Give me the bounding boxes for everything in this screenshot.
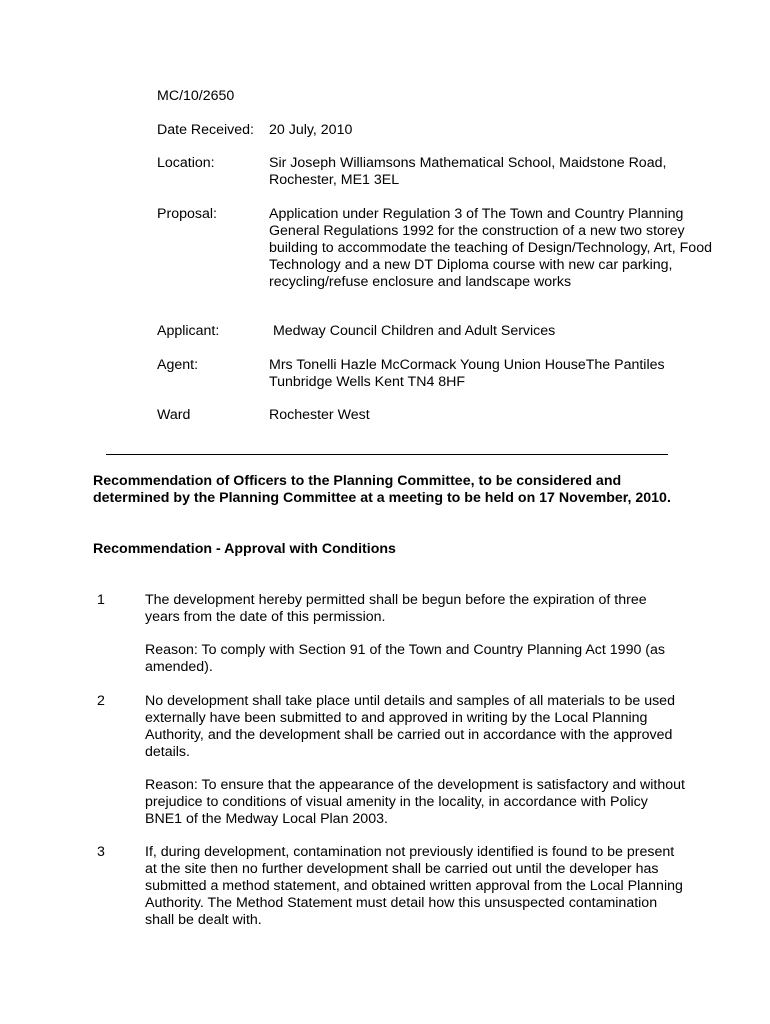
applicant-value: Medway Council Children and Adult Services <box>269 323 556 339</box>
date-received-value: 20 July, 2010 <box>269 122 353 138</box>
condition-number: 1 <box>97 592 105 608</box>
recommendation-heading: Recommendation - Approval with Conditions <box>93 541 396 557</box>
condition-text: The development hereby permitted shall be begun before the expiration of three years from the date of this permission. <box>145 592 647 625</box>
recommendation-intro: Recommendation of Officers to the Planning Committee, to be considered and determined by the Planning Committee at a meeting to be held on 17 November, 2010. <box>93 473 671 506</box>
proposal-value: Application under Regulation 3 of The Town and Country Planning General Regulations 1992 for the construction of a new two storey building to accommodate the teaching of Design/Technology, Art, Food Technology and a new DT Diploma course with new car parking, recycling/refuse enclosure and landscape works <box>269 206 712 290</box>
condition-text: No development shall take place until details and samples of all materials to be used externally have been submitted to and approved in writing by the Local Planning Authority, and the development shall be carried out in accordance with the approved details. <box>145 693 675 760</box>
ward-label: Ward <box>157 407 191 423</box>
location-label: Location: <box>157 155 215 171</box>
reference-number: MC/10/2650 <box>157 88 235 104</box>
agent-value: Mrs Tonelli Hazle McCormack Young Union HouseThe Pantiles Tunbridge Wells Kent TN4 8HF <box>269 357 665 390</box>
ward-value: Rochester West <box>269 407 370 423</box>
proposal-label: Proposal: <box>157 206 217 222</box>
location-value: Sir Joseph Williamsons Mathematical School, Maidstone Road, Rochester, ME1 3EL <box>269 155 667 188</box>
condition-number: 2 <box>97 693 105 709</box>
condition-number: 3 <box>97 844 105 860</box>
divider-line <box>106 454 668 455</box>
applicant-label: Applicant: <box>157 323 220 339</box>
condition-text: If, during development, contamination not previously identified is found to be present at the site then no further development shall be carried out until the developer has submitted a method statement, and obtained written approval from the Local Planning Authority. The Method Statement must detail how this unsuspected contamination shall be dealt with. <box>145 844 683 928</box>
condition-reason: Reason: To comply with Section 91 of the Town and Country Planning Act 1990 (as amended). <box>145 642 665 675</box>
date-received-label: Date Received: <box>157 122 254 138</box>
condition-reason: Reason: To ensure that the appearance of the development is satisfactory and without prejudice to conditions of visual amenity in the locality, in accordance with Policy BNE1 of the Medway Local Plan 2003. <box>145 777 685 827</box>
agent-label: Agent: <box>157 357 199 373</box>
